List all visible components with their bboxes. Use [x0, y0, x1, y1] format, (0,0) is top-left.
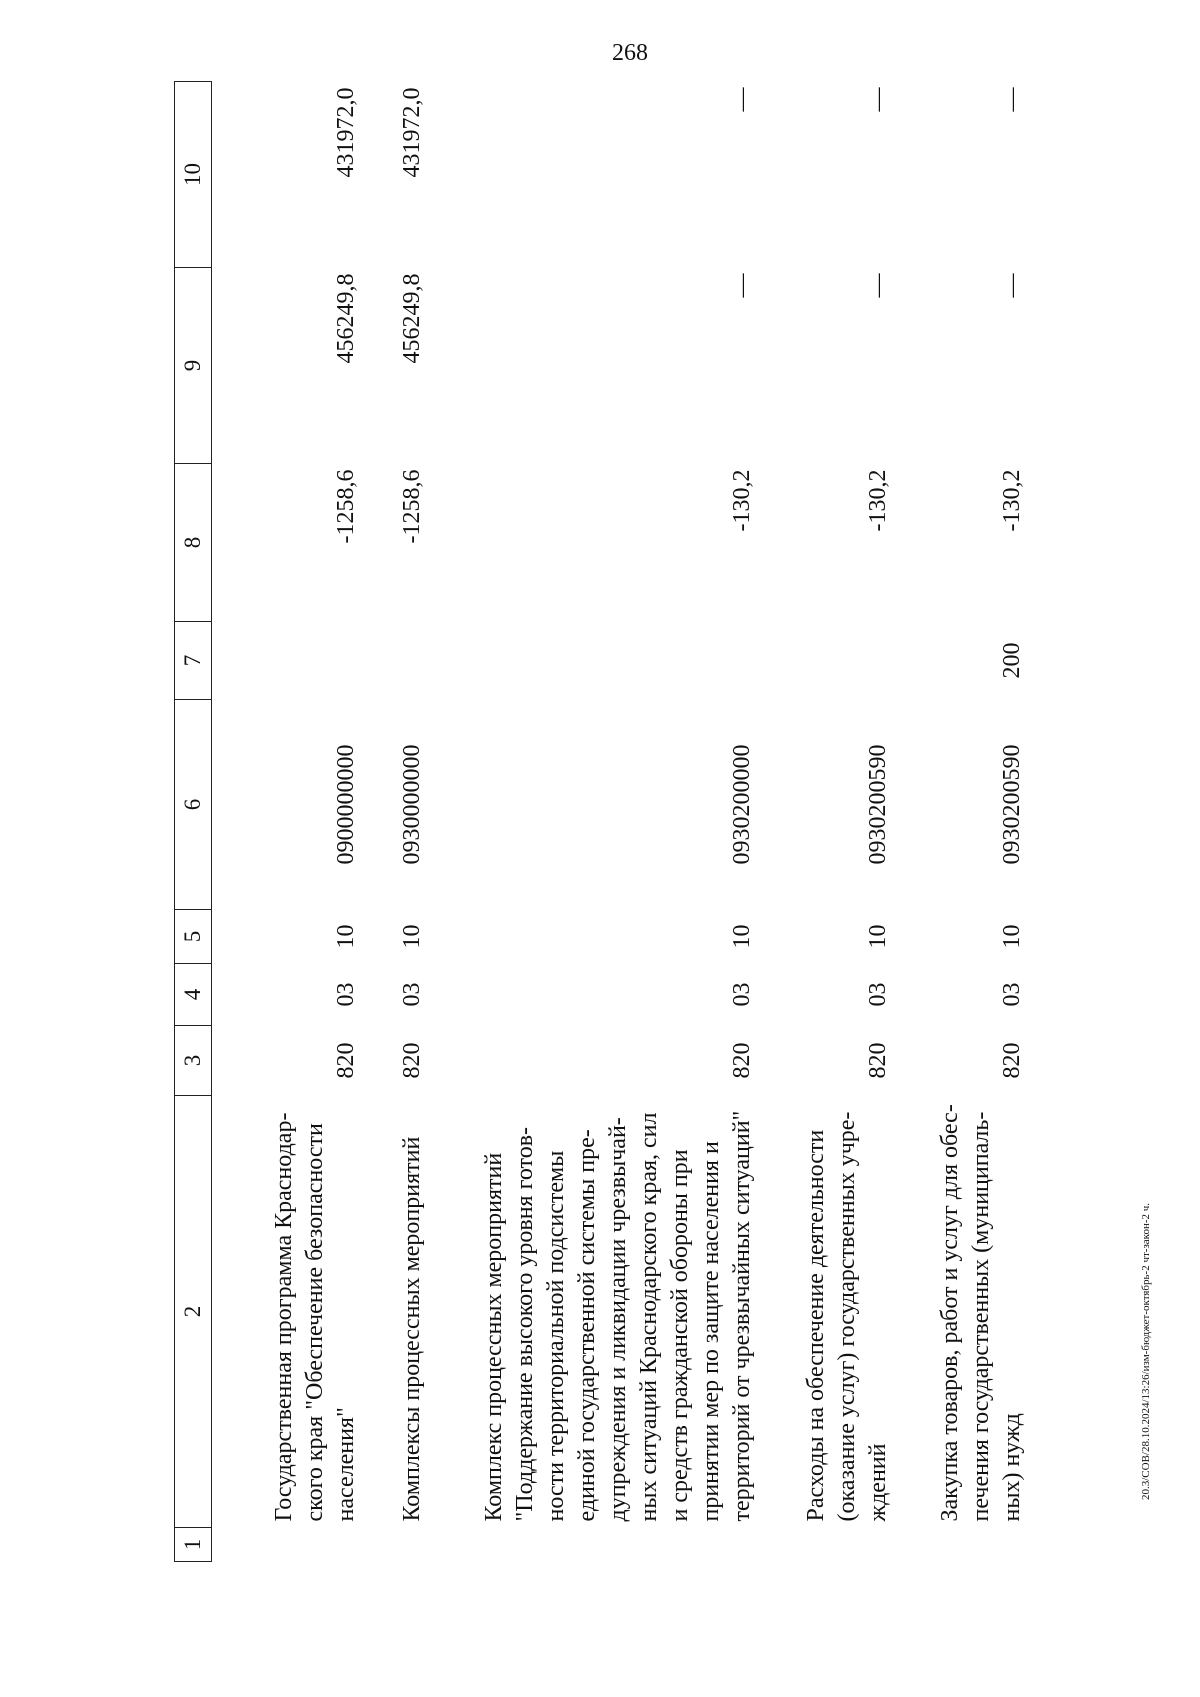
cell-col1 — [212, 1528, 363, 1562]
col-header-5: 5 — [175, 910, 212, 964]
cell-col10: — — [999, 87, 1025, 112]
row-name: Комплекс процессных мероприятий "Поддержание высокого уровня готов- ности территориальной подсистемы единой государственной системы пре- дупреждения и ликвидации чрезвычай- ных ситуаций Краснодарского края, сил и средств гражданской обороны при принятии мер по защите населения и территорий от чрезвычайных ситуаций" — [481, 1110, 755, 1522]
cell-rz: 03 — [399, 982, 425, 1007]
cell-rz: 03 — [999, 982, 1025, 1007]
cell-col9: — — [865, 273, 891, 298]
cell-col1 — [894, 1528, 1028, 1562]
cell-col8: -130,2 — [999, 469, 1025, 532]
cell-rz: 03 — [333, 982, 359, 1007]
cell-pr: 10 — [729, 924, 755, 949]
cell-vr — [758, 622, 894, 700]
cell-vr: 200 — [999, 642, 1025, 679]
col-header-7: 7 — [175, 622, 212, 700]
cell-rz: 03 — [865, 982, 891, 1007]
row-name: Комплексы процессных мероприятий — [399, 1136, 425, 1522]
row-name: Закупка товаров, работ и услуг для обес- печения государственных (муниципаль- ных) нужд — [937, 1104, 1025, 1522]
budget-table — [174, 81, 1028, 1562]
table-row — [428, 82, 758, 1562]
cell-col8: -130,2 — [729, 469, 755, 532]
cell-col9: 456249,8 — [399, 273, 425, 364]
row-name: Расходы на обеспечение деятельности (оказание услуг) государственных учре- ждений — [803, 1111, 891, 1522]
cell-col1 — [428, 1528, 758, 1562]
cell-col10: — — [865, 87, 891, 112]
col-header-2: 2 — [175, 1096, 212, 1528]
cell-col1 — [758, 1528, 894, 1562]
cell-csr: 0930200590 — [999, 744, 1025, 865]
cell-col8: -1258,6 — [399, 469, 425, 544]
cell-pr: 10 — [999, 924, 1025, 949]
cell-col9: — — [999, 273, 1025, 298]
cell-col10: 431972,0 — [399, 87, 425, 178]
cell-vr — [212, 622, 363, 700]
cell-csr: 0930000000 — [399, 744, 425, 865]
cell-pr: 10 — [333, 924, 359, 949]
cell-ved: 820 — [399, 1042, 425, 1079]
cell-col8: -1258,6 — [333, 469, 359, 544]
cell-col9: 456249,8 — [333, 273, 359, 364]
cell-rz: 03 — [729, 982, 755, 1007]
row-name: Государственная программа Краснодар- ского края "Обеспечение безопасности населения" — [271, 1112, 359, 1522]
cell-ved: 820 — [865, 1042, 891, 1079]
cell-col10: — — [729, 87, 755, 112]
table-row — [212, 82, 363, 1562]
cell-pr: 10 — [399, 924, 425, 949]
col-header-8: 8 — [175, 464, 212, 622]
cell-pr: 10 — [865, 924, 891, 949]
cell-col10: 431972,0 — [333, 87, 359, 178]
cell-vr — [362, 622, 428, 700]
cell-csr: 0930200590 — [865, 744, 891, 865]
page-number: 268 — [612, 40, 648, 66]
cell-ved: 820 — [333, 1042, 359, 1079]
col-header-4: 4 — [175, 964, 212, 1026]
cell-csr: 0930200000 — [729, 744, 755, 865]
cell-col9: — — [729, 273, 755, 298]
col-header-9: 9 — [175, 268, 212, 464]
col-header-3: 3 — [175, 1026, 212, 1096]
table-row — [894, 82, 1028, 1562]
cell-ved: 820 — [729, 1042, 755, 1079]
cell-col8: -130,2 — [865, 469, 891, 532]
header-row — [175, 82, 212, 1562]
cell-vr — [428, 622, 758, 700]
footer-note: 20.3/СОВ/28.10.2024/13:26/изм-бюджет-октябрь-2 чт-закон-2 ч. — [1140, 1202, 1152, 1500]
cell-ved: 820 — [999, 1042, 1025, 1079]
col-header-10: 10 — [175, 82, 212, 268]
col-header-1: 1 — [175, 1528, 212, 1562]
table-row — [758, 82, 894, 1562]
cell-csr: 0900000000 — [333, 744, 359, 865]
budget-table-rotated — [174, 82, 1200, 1562]
col-header-6: 6 — [175, 700, 212, 910]
cell-col1 — [362, 1528, 428, 1562]
table-row — [362, 82, 428, 1562]
